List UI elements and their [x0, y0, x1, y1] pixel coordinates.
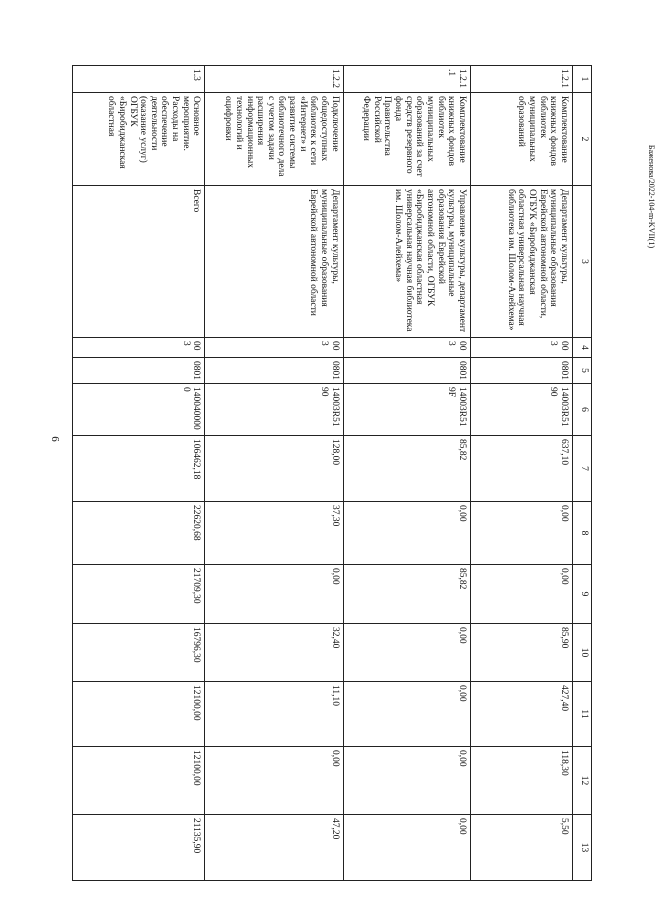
col-number: 2: [572, 93, 591, 186]
col-number: 7: [572, 436, 591, 502]
cell-c7: 106462,18: [73, 436, 205, 502]
cell-c12: 118,30: [470, 747, 572, 815]
row-number: 1.2.2: [205, 66, 343, 93]
col-number: 4: [572, 338, 591, 358]
executor: Департамент культуры, муниципальные образования Еврейской автономной области: [205, 186, 343, 338]
table-row: [343, 66, 470, 881]
col-number: 12: [572, 747, 591, 815]
col-number: 1: [572, 66, 591, 93]
activity-name: Комплектование книжных фондов библиотек муниципальных образований за счет средств резервного фонда Правительства Российской Федерации: [343, 93, 470, 186]
executor: Департамент культуры, муниципальные образования Еврейской автономной области, ОГБУК «Биробиджанская областная универсальная научная библиотека им. Шолом-Алейхема»: [470, 186, 572, 338]
cell-c6: 14003R51 9F: [343, 384, 470, 436]
cell-c7: 85,82: [343, 436, 470, 502]
budget-table: [72, 65, 592, 880]
row-number: 1.3: [73, 66, 205, 93]
cell-c8: 0,00: [343, 502, 470, 565]
cell-c9: 0,00: [470, 565, 572, 624]
cell-c4: 003: [470, 338, 572, 358]
cell-c9: 21709,30: [73, 565, 205, 624]
row-number: 1.2.1: [470, 66, 572, 93]
cell-c6: 14003R51 90: [205, 384, 343, 436]
cell-c11: 11,10: [205, 682, 343, 747]
cell-c5: 0801: [73, 358, 205, 384]
activity-name: Комплектование книжных фондов библиотек муниципальных образований: [470, 93, 572, 186]
col-number: 3: [572, 186, 591, 338]
col-number: 6: [572, 384, 591, 436]
cell-c11: 12100,00: [73, 682, 205, 747]
col-number: 9: [572, 565, 591, 624]
cell-c13: 0,00: [343, 815, 470, 881]
page-number: 6: [48, 436, 61, 442]
col-number: 11: [572, 682, 591, 747]
executor: Всего: [73, 186, 205, 338]
cell-c12: 0,00: [205, 747, 343, 815]
row-number: 1.2.1 .1: [343, 66, 470, 93]
table-row: [73, 66, 205, 881]
col-number: 13: [572, 815, 591, 881]
cell-c13: 5,50: [470, 815, 572, 881]
cell-c10: 16796,30: [73, 624, 205, 682]
col-number: 8: [572, 502, 591, 565]
cell-c13: 47,20: [205, 815, 343, 881]
cell-c13: 21135,90: [73, 815, 205, 881]
table-row: [470, 66, 572, 881]
cell-c6: 14003R51 90: [470, 384, 572, 436]
cell-c9: 0,00: [205, 565, 343, 624]
footer-code: Баженова/2022-104-m-KVII(1): [647, 144, 656, 249]
cell-c11: 427,40: [470, 682, 572, 747]
col-number: 5: [572, 358, 591, 384]
col-number: 10: [572, 624, 591, 682]
cell-c12: 0,00: [343, 747, 470, 815]
column-number-row: [572, 66, 591, 881]
activity-name: Подключение общедоступных библиотек к сети «Интернет» и развитие системы библиотечного дела с учетом задачи расширения информационных технологий и оцифровки: [205, 93, 343, 186]
cell-c8: 37,30: [205, 502, 343, 565]
cell-c4: 003: [73, 338, 205, 358]
activity-name: Основное мероприятие. Расходы на обеспечение деятельности (оказание услуг) ОГБУК «Биробиджанская областная: [73, 93, 205, 186]
cell-c6: 140040000 0: [73, 384, 205, 436]
cell-c4: 003: [205, 338, 343, 358]
cell-c5: 0801: [470, 358, 572, 384]
cell-c7: 637,10: [470, 436, 572, 502]
cell-c4: 003: [343, 338, 470, 358]
cell-c11: 0,00: [343, 682, 470, 747]
cell-c10: 32,40: [205, 624, 343, 682]
cell-c9: 85,82: [343, 565, 470, 624]
cell-c5: 0801: [343, 358, 470, 384]
cell-c12: 12100,00: [73, 747, 205, 815]
cell-c8: 22620,68: [73, 502, 205, 565]
cell-c5: 0801: [205, 358, 343, 384]
table-row: [205, 66, 343, 881]
executor: Управление культуры, департамент культуры, муниципальные образования Еврейской автономной области, ОГБУК «Биробиджанская областная универсальная научная библиотека им. Шолом-Алейхема»: [343, 186, 470, 338]
cell-c7: 128,00: [205, 436, 343, 502]
cell-c10: 0,00: [343, 624, 470, 682]
cell-c10: 85,90: [470, 624, 572, 682]
cell-c8: 0,00: [470, 502, 572, 565]
